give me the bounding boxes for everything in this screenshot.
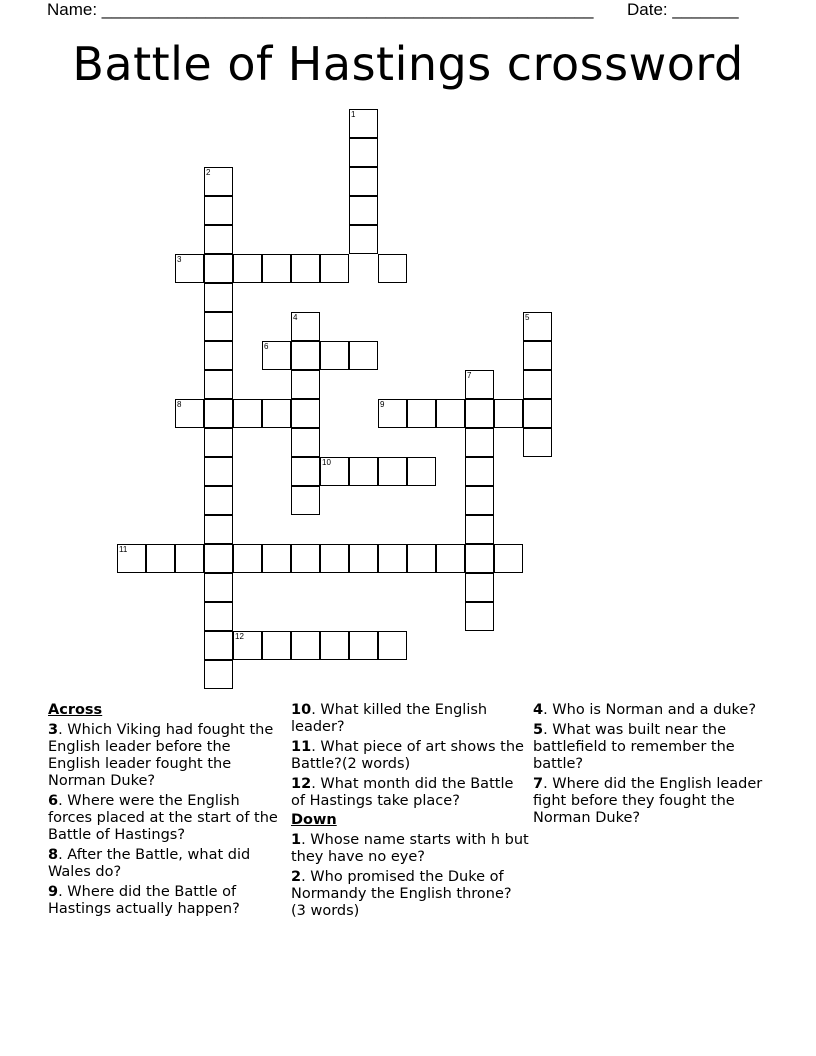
crossword-cell[interactable] [320,341,349,370]
crossword-cell[interactable] [175,544,204,573]
across-heading: Across [48,702,103,718]
crossword-cell[interactable] [291,370,320,399]
crossword-cell[interactable] [233,399,262,428]
crossword-cell[interactable] [349,341,378,370]
page-title: Battle of Hastings crossword [72,37,744,91]
crossword-cell[interactable] [204,254,233,283]
crossword-cell[interactable] [494,399,523,428]
crossword-cell[interactable] [349,225,378,254]
crossword-cell[interactable] [291,341,320,370]
crossword-cell[interactable] [204,428,233,457]
crossword-cell[interactable] [378,631,407,660]
clue-number: 11 [119,545,128,554]
clue-number: 7 [467,371,472,380]
clue-across-3: 3. Which Viking had fought the English leader before the English leader fought the Norman Duke? [48,722,274,789]
crossword-cell[interactable] [204,399,233,428]
crossword-cell[interactable] [320,631,349,660]
crossword-cell[interactable] [320,254,349,283]
crossword-cell[interactable] [262,631,291,660]
crossword-cell[interactable] [349,631,378,660]
crossword-cell[interactable] [146,544,175,573]
crossword-cell[interactable] [204,283,233,312]
crossword-cell[interactable] [204,457,233,486]
crossword-cell[interactable] [465,486,494,515]
clue-number: 9 [380,400,385,409]
name-field: Name: ____________________________________________________ [47,0,594,19]
crossword-cell[interactable] [407,457,436,486]
clue-number: 5 [525,313,530,322]
crossword-cell[interactable] [320,457,349,486]
clue-across-9: 9. Where did the Battle of Hastings actually happen? [48,884,240,917]
crossword-cell[interactable] [378,544,407,573]
crossword-cell[interactable] [494,544,523,573]
crossword-cell[interactable] [407,544,436,573]
crossword-cell[interactable] [204,631,233,660]
crossword-cell[interactable] [204,196,233,225]
down-heading: Down [291,812,337,828]
crossword-cell[interactable] [523,399,552,428]
crossword-cell[interactable] [378,457,407,486]
crossword-cell[interactable] [465,573,494,602]
crossword-cell[interactable] [175,399,204,428]
crossword-cell[interactable] [465,515,494,544]
crossword-cell[interactable] [465,602,494,631]
crossword-cell[interactable] [262,254,291,283]
clue-column-2 [291,700,531,920]
crossword-cell[interactable] [465,399,494,428]
clue-across-8: 8. After the Battle, what did Wales do? [48,847,251,880]
crossword-cell[interactable] [204,312,233,341]
clue-number: 3 [177,255,182,264]
clue-down-2: 2. Who promised the Duke of Normandy the English throne? (3 words) [291,869,512,919]
clue-number: 6 [264,342,269,351]
crossword-cell[interactable] [204,544,233,573]
crossword-cell[interactable] [465,428,494,457]
crossword-cell[interactable] [233,254,262,283]
clue-number: 1 [351,110,356,119]
clue-across-10: 10. What killed the English leader? [291,702,488,735]
crossword-cell[interactable] [204,486,233,515]
crossword-cell[interactable] [291,254,320,283]
clue-number: 8 [177,400,182,409]
crossword-cell[interactable] [233,544,262,573]
crossword-cell[interactable] [204,341,233,370]
crossword-cell[interactable] [262,341,291,370]
crossword-cell[interactable] [291,312,320,341]
crossword-cell[interactable] [291,486,320,515]
crossword-cell[interactable] [204,370,233,399]
crossword-cell[interactable] [465,370,494,399]
clue-across-11: 11. What piece of art shows the Battle?(2 words) [291,739,524,772]
crossword-cell[interactable] [262,399,291,428]
crossword-cell[interactable] [349,109,378,138]
crossword-cell[interactable] [349,138,378,167]
clue-down-7: 7. Where did the English leader fight before they fought the Norman Duke? [533,776,763,826]
clue-down-1: 1. Whose name starts with h but they have no eye? [291,832,529,865]
clue-across-12: 12. What month did the Battle of Hastings take place? [291,776,514,809]
clue-number: 2 [206,168,211,177]
crossword-cell[interactable] [378,254,407,283]
crossword-cell[interactable] [349,167,378,196]
crossword-cell[interactable] [349,544,378,573]
crossword-cell[interactable] [204,573,233,602]
clue-down-5: 5. What was built near the battlefield to remember the battle? [533,722,735,772]
crossword-cell[interactable] [175,254,204,283]
crossword-cell[interactable] [523,312,552,341]
crossword-cell[interactable] [204,515,233,544]
clue-down-4: 4. Who is Norman and a duke? [533,702,757,718]
crossword-cell[interactable] [233,631,262,660]
clue-number: 4 [293,313,298,322]
clue-column-1 [48,700,283,918]
crossword-cell[interactable] [523,428,552,457]
crossword-cell[interactable] [523,341,552,370]
crossword-cell[interactable] [436,399,465,428]
crossword-cell[interactable] [407,399,436,428]
crossword-cell[interactable] [349,457,378,486]
crossword-cell[interactable] [204,167,233,196]
clue-number: 10 [322,458,331,467]
crossword-cell[interactable] [378,399,407,428]
crossword-cell[interactable] [204,660,233,689]
crossword-cell[interactable] [291,631,320,660]
crossword-cell[interactable] [291,428,320,457]
date-field: Date: _______ [627,0,739,19]
crossword-cell[interactable] [523,370,552,399]
crossword-cell[interactable] [349,196,378,225]
clue-across-6: 6. Where were the English forces placed at the start of the Battle of Hastings? [48,793,278,843]
clue-column-3 [533,700,773,827]
crossword-cell[interactable] [291,457,320,486]
crossword-cell[interactable] [465,457,494,486]
crossword-cell[interactable] [204,225,233,254]
clue-number: 12 [235,632,244,641]
crossword-cell[interactable] [291,544,320,573]
crossword-cell[interactable] [117,544,146,573]
crossword-cell[interactable] [204,602,233,631]
crossword-cell[interactable] [320,544,349,573]
crossword-cell[interactable] [465,544,494,573]
crossword-cell[interactable] [436,544,465,573]
crossword-cell[interactable] [262,544,291,573]
crossword-cell[interactable] [291,399,320,428]
